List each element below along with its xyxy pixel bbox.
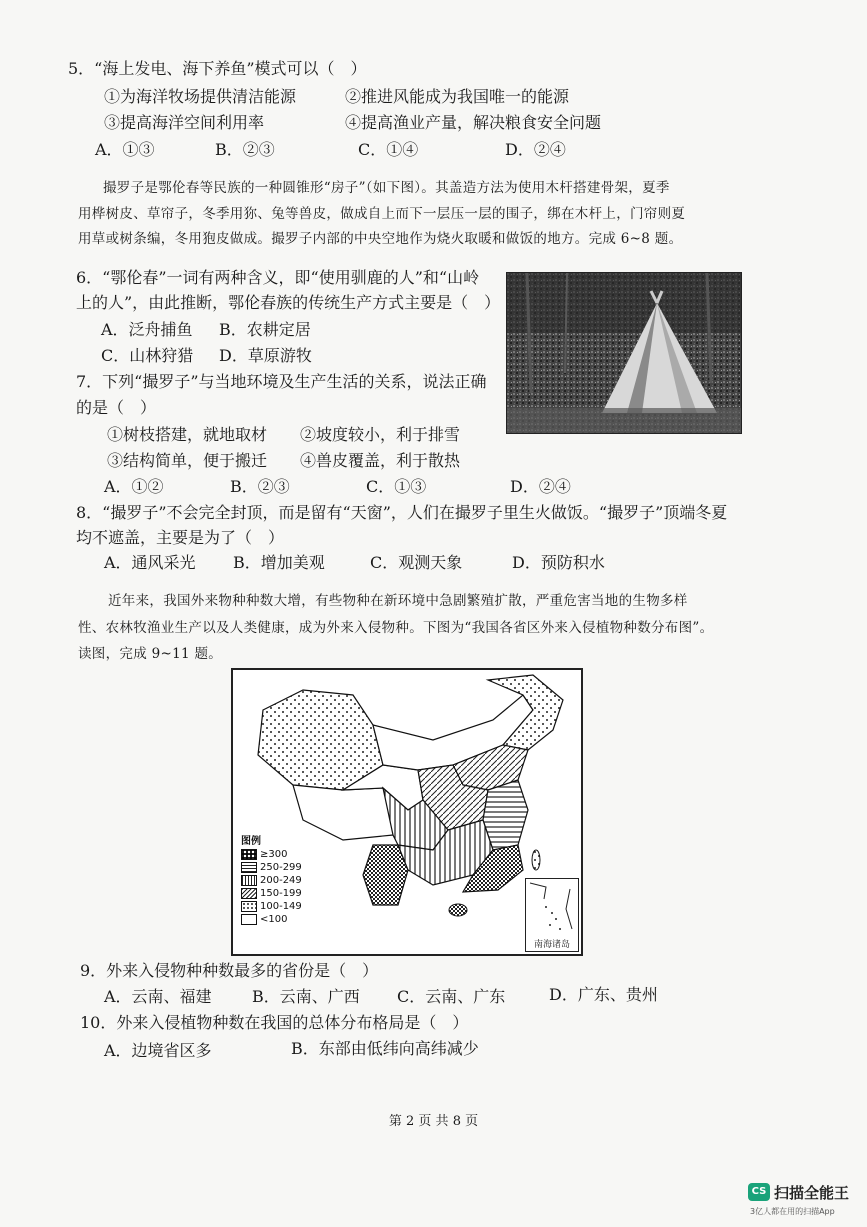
cuoluozi-photo [506,272,742,434]
region-hainan [449,904,467,916]
q9-option-b: B．云南、广西 [252,987,360,1006]
legend-label: ≥300 [260,849,288,860]
q7-item-3: ③结构简单，便于搬迁 [107,451,268,470]
inset-drawing [526,879,578,939]
q5-item-2: ②推进风能成为我国唯一的能源 [345,87,570,106]
q7-stem-2: 的是（ ） [76,398,157,417]
legend-row-100 [241,900,302,913]
legend-row-200 [241,874,302,887]
q6-stem-1: 6．“鄂伦春”一词有两种含义，即“使用驯鹿的人”和“山岭 [76,268,480,287]
legend-label: 200-249 [260,875,302,886]
q5-option-c: C．①④ [358,140,419,159]
q8-option-a: A．通风采光 [104,553,196,572]
q7-option-d: D．②④ [510,477,571,496]
q9-option-d: D．广东、贵州 [549,985,658,1004]
legend-label: 150-199 [260,888,302,899]
q6-stem-2: 上的人”，由此推断，鄂伦春族的传统生产方式主要是（ ） [76,293,501,312]
q7-option-c: C．①③ [366,477,427,496]
q6-option-c: C．山林狩猎 [101,346,194,365]
invasive-plant-map [231,668,583,956]
q8-stem-2: 均不遮盖，主要是为了（ ） [76,528,285,547]
q10-option-b: B．东部由低纬向高纬减少 [291,1039,479,1058]
q7-item-2: ②坡度较小，利于排雪 [300,425,461,444]
legend-swatch-vertical [241,875,257,886]
camscanner-logo: CS [748,1183,770,1201]
page-footer: 第 2 页 共 8 页 [388,1114,479,1129]
q5-item-4: ④提高渔业产量，解决粮食安全问题 [345,113,602,132]
passage1-line-1: 撮罗子是鄂伦春等民族的一种圆锥形“房子”（如下图）。其盖造方法为使用木杆搭建骨架，夏季 [103,180,670,196]
q7-stem-1: 7．下列“撮罗子”与当地环境及生产生活的关系，说法正确 [76,372,487,391]
region-taiwan [532,850,540,870]
south-china-sea-inset [525,878,579,952]
q8-option-d: D．预防积水 [512,553,605,572]
q10-option-a: A．边境省区多 [104,1041,212,1060]
q8-option-b: B．增加美观 [233,553,325,572]
cuoluozi-photo-drawing [507,273,741,433]
legend-label: 100-149 [260,901,302,912]
passage1-line-2: 用桦树皮、草帘子，冬季用狝、兔等兽皮，做成自上而下一层压一层的围子，绑在木杆上，门帘则夏 [78,206,686,222]
q10-stem: 10．外来入侵植物种数在我国的总体分布格局是（ ） [80,1013,469,1032]
q9-stem: 9．外来入侵物种种数最多的省份是（ ） [80,961,379,980]
legend-row-under-100 [241,913,302,926]
legend-row-150 [241,887,302,900]
legend-swatch-diagonal [241,888,257,899]
camscanner-tagline: 3亿人都在用的扫描App [750,1207,835,1216]
q6-option-b: B．农耕定居 [219,320,311,339]
q9-option-c: C．云南、广东 [397,987,506,1006]
legend-title: 图例 [241,836,261,847]
q8-option-c: C．观测天象 [370,553,463,572]
legend-swatch-dots [241,901,257,912]
q5-option-a: A．①③ [95,140,155,159]
q7-item-4: ④兽皮覆盖，利于散热 [300,451,461,470]
q7-item-1: ①树枝搭建，就地取材 [107,425,268,444]
legend-swatch-grid [241,849,257,860]
q6-option-a: A．泛舟捕鱼 [101,320,193,339]
region-xinjiang [258,690,383,790]
q5-option-d: D．②④ [505,140,566,159]
q6-option-d: D．草原游牧 [219,346,312,365]
map-legend [241,835,302,926]
q5-item-1: ①为海洋牧场提供清洁能源 [104,87,297,106]
legend-swatch-horizontal [241,862,257,873]
q5-option-b: B．②③ [215,140,275,159]
legend-row-300 [241,848,302,861]
q5-stem: 5．“海上发电、海下养鱼”模式可以（ ） [68,59,367,78]
passage2-line-3: 读图，完成 9~11 题。 [78,646,223,662]
q8-stem-1: 8．“撮罗子”不会完全封顶，而是留有“天窗”，人们在撮罗子里生火做饭。“撮罗子”顶端冬夏 [76,503,728,522]
legend-label: <100 [260,914,288,925]
passage2-line-2: 性、农林牧渔业生产以及人类健康，成为外来入侵物种。下图为“我国各省区外来入侵植物种数分布图”。 [78,620,714,636]
inset-label: 南海诸岛 [526,940,578,951]
legend-row-250 [241,861,302,874]
passage2-line-1: 近年来，我国外来物种种数大增，有些物种在新环境中急剧繁殖扩散，严重危害当地的生物多样 [108,593,688,609]
camscanner-name: 扫描全能王 [774,1184,850,1202]
q7-option-b: B．②③ [230,477,290,496]
q5-item-3: ③提高海洋空间利用率 [104,113,265,132]
passage1-line-3: 用草或树条编，冬用狍皮做成。撮罗子内部的中央空地作为烧火取暖和做饭的地方。完成 6~8 题。 [78,231,683,247]
legend-swatch-blank [241,914,257,925]
q7-option-a: A．①② [104,477,164,496]
legend-label: 250-299 [260,862,302,873]
q9-option-a: A．云南、福建 [104,987,212,1006]
